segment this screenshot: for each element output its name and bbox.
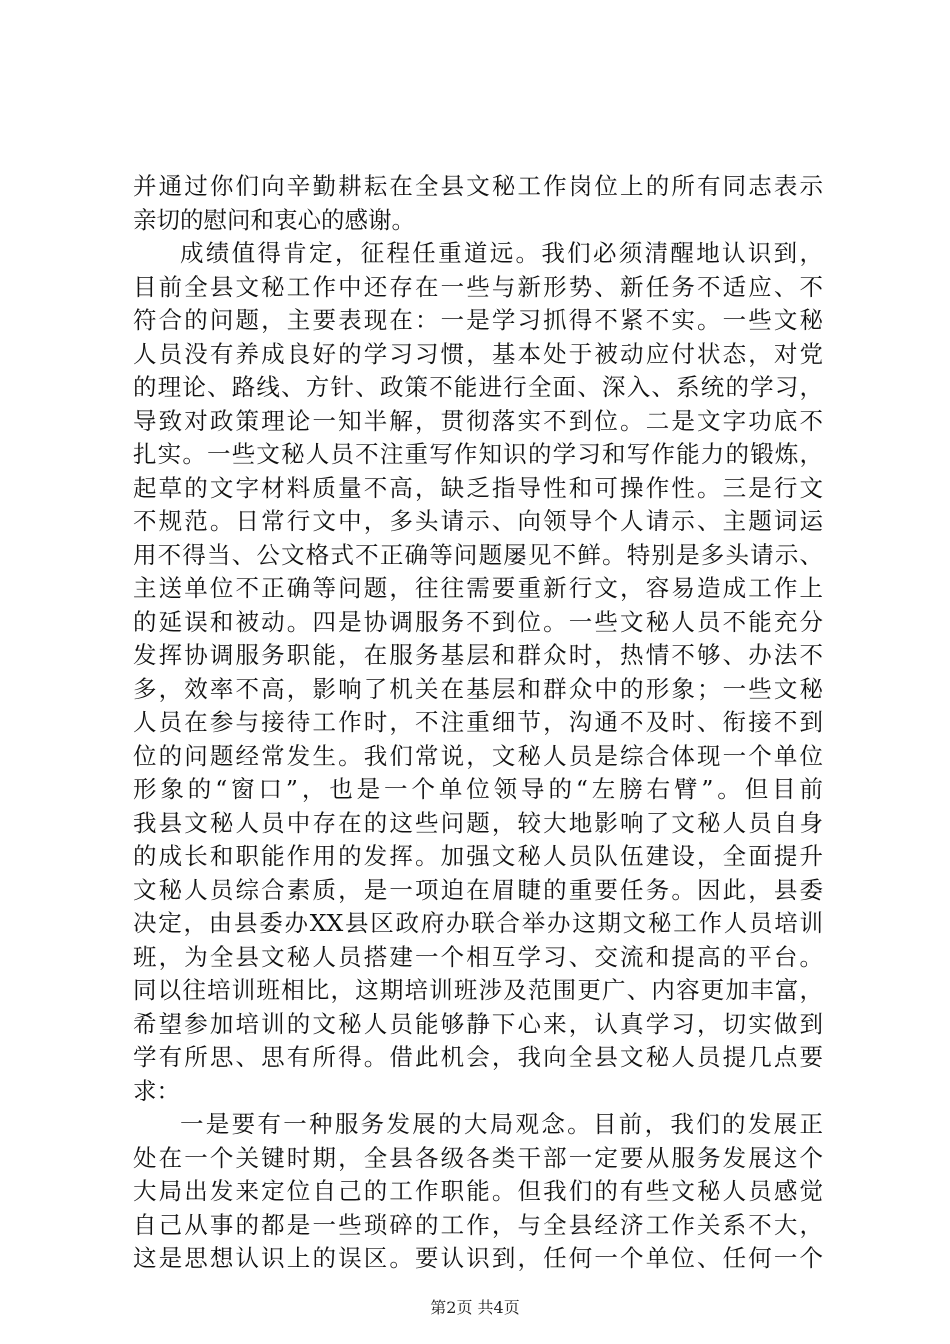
text-line: 用不得当、公文格式不正确等问题屡见不鲜。特别是多头请示、	[133, 540, 823, 569]
text-line: 大局出发来定位自己的工作职能。但我们的有些文秘人员感觉	[133, 1177, 823, 1205]
text-line: 同以往培训班相比，这期培训班涉及范围更广、内容更加丰富，	[133, 976, 823, 1004]
text-line: 并通过你们向辛勤耕耘在全县文秘工作岗位上的所有同志表示	[133, 172, 823, 200]
text-line: 求：	[133, 1076, 180, 1105]
text-line: 决定，由县委办XX县区政府办联合举办这期文秘工作人员培训	[133, 909, 823, 937]
text-line: 学有所思、思有所得。借此机会，我向全县文秘人员提几点要	[133, 1043, 823, 1071]
text-line: 的成长和职能作用的发挥。加强文秘人员队伍建设，全面提升	[133, 842, 823, 870]
text-line: 导致对政策理论一知半解，贯彻落实不到位。二是文字功底不	[133, 406, 823, 435]
text-line: 主送单位不正确等问题，往往需要重新行文，容易造成工作上	[133, 574, 823, 602]
text-line: 的理论、路线、方针、政策不能进行全面、深入、系统的学习，	[133, 373, 823, 401]
text-line: 形象的“窗口”，也是一个单位领导的“左膀右臂”。但目前	[133, 775, 823, 803]
text-line: 多，效率不高，影响了机关在基层和群众中的形象；一些文秘	[133, 674, 823, 703]
text-line: 文秘人员综合素质，是一项迫在眉睫的重要任务。因此，县委	[133, 875, 823, 904]
text-line: 目前全县文秘工作中还存在一些与新形势、新任务不适应、不	[133, 272, 823, 301]
text-line: 一是要有一种服务发展的大局观念。目前，我们的发展正	[180, 1110, 823, 1138]
text-line: 我县文秘人员中存在的这些问题，较大地影响了文秘人员自身	[133, 808, 823, 837]
text-line: 人员没有养成良好的学习习惯，基本处于被动应付状态，对党	[133, 339, 823, 368]
text-line: 扎实。一些文秘人员不注重写作知识的学习和写作能力的锻炼，	[133, 440, 823, 468]
document-body	[133, 170, 823, 1276]
text-line: 符合的问题，主要表现在：一是学习抓得不紧不实。一些文秘	[133, 306, 823, 334]
text-line: 位的问题经常发生。我们常说，文秘人员是综合体现一个单位	[133, 741, 823, 770]
text-line: 不规范。日常行文中，多头请示、向领导个人请示、主题词运	[133, 507, 823, 535]
text-line: 自己从事的都是一些琐碎的工作，与全县经济工作关系不大，	[133, 1210, 823, 1239]
text-line: 班，为全县文秘人员搭建一个相互学习、交流和提高的平台。	[133, 942, 823, 971]
text-line: 人员在参与接待工作时，不注重细节，沟通不及时、衔接不到	[133, 708, 823, 736]
text-line: 希望参加培训的文秘人员能够静下心来，认真学习，切实做到	[133, 1009, 823, 1038]
text-line: 这是思想认识上的误区。要认识到，任何一个单位、任何一个	[133, 1244, 823, 1272]
text-line: 起草的文字材料质量不高，缺乏指导性和可操作性。三是行文	[133, 473, 823, 502]
text-line: 的延误和被动。四是协调服务不到位。一些文秘人员不能充分	[133, 607, 823, 636]
text-line: 发挥协调服务职能，在服务基层和群众时，热情不够、办法不	[133, 641, 823, 669]
text-line: 亲切的慰问和衷心的感谢。	[133, 205, 415, 234]
text-line: 成绩值得肯定，征程任重道远。我们必须清醒地认识到，	[180, 239, 823, 267]
text-line: 处在一个关键时期，全县各级各类干部一定要从服务发展这个	[133, 1143, 823, 1172]
page-footer: 第2页 共4页	[430, 1298, 520, 1317]
